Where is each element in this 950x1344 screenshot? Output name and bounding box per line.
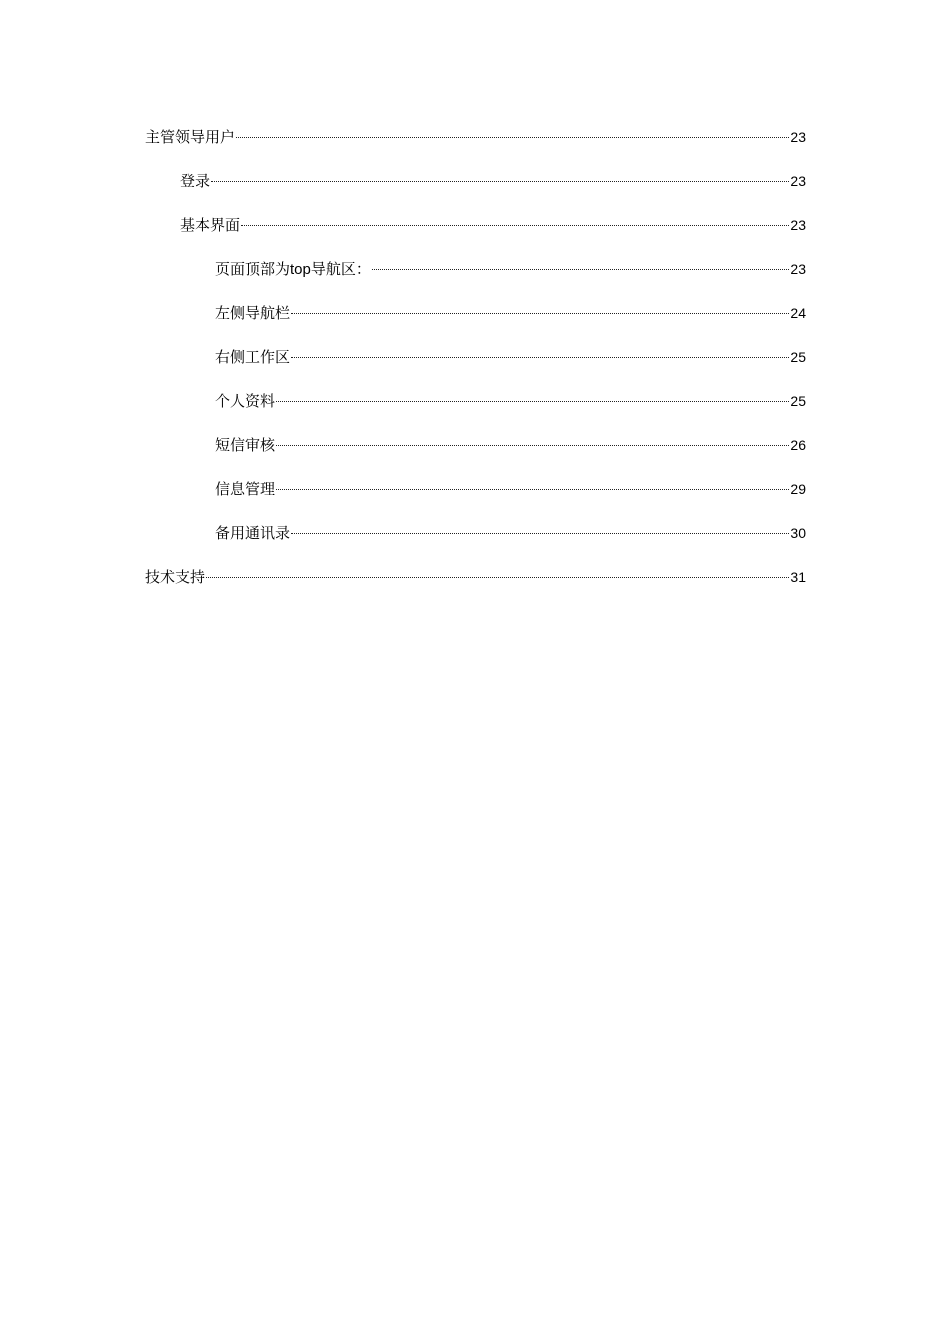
toc-entry-title: 页面顶部为top导航区： bbox=[215, 261, 371, 278]
toc-entry-title: 基本界面 bbox=[180, 217, 241, 234]
toc-dot-leader bbox=[372, 269, 790, 270]
toc-entry-title: 登录 bbox=[180, 173, 211, 190]
toc-entry-page-number: 23 bbox=[790, 261, 806, 277]
toc-entry-top-navigation[interactable] bbox=[145, 256, 806, 300]
toc-entry-left-navigation[interactable] bbox=[145, 300, 806, 344]
toc-entry-page-number: 25 bbox=[790, 393, 806, 409]
toc-entry-information-management[interactable] bbox=[145, 476, 806, 520]
toc-entry-title: 主管领导用户 bbox=[145, 129, 236, 146]
toc-entry-basic-interface[interactable] bbox=[145, 212, 806, 256]
toc-entry-page-number: 23 bbox=[790, 129, 806, 145]
toc-entry-supervisor-user[interactable] bbox=[145, 124, 806, 168]
toc-entry-title: 左侧导航栏 bbox=[215, 305, 291, 322]
toc-dot-leader bbox=[206, 577, 789, 578]
toc-entry-page-number: 29 bbox=[790, 481, 806, 497]
toc-entry-sms-review[interactable] bbox=[145, 432, 806, 476]
toc-entry-right-workspace[interactable] bbox=[145, 344, 806, 388]
toc-dot-leader bbox=[276, 401, 789, 402]
table-of-contents bbox=[145, 124, 806, 608]
toc-dot-leader bbox=[291, 357, 789, 358]
toc-entry-title: 短信审核 bbox=[215, 437, 276, 454]
toc-dot-leader bbox=[236, 137, 789, 138]
toc-entry-login[interactable] bbox=[145, 168, 806, 212]
toc-entry-page-number: 23 bbox=[790, 173, 806, 189]
toc-dot-leader bbox=[291, 533, 789, 534]
toc-entry-title: 信息管理 bbox=[215, 481, 276, 498]
toc-entry-title: 技术支持 bbox=[145, 569, 206, 586]
toc-dot-leader bbox=[276, 489, 789, 490]
toc-dot-leader bbox=[211, 181, 789, 182]
toc-entry-title: 个人资料 bbox=[215, 393, 276, 410]
toc-entry-page-number: 26 bbox=[790, 437, 806, 453]
toc-dot-leader bbox=[276, 445, 789, 446]
toc-entry-technical-support[interactable] bbox=[145, 564, 806, 608]
toc-entry-page-number: 25 bbox=[790, 349, 806, 365]
toc-entry-title: 右侧工作区 bbox=[215, 349, 291, 366]
toc-entry-page-number: 24 bbox=[790, 305, 806, 321]
toc-entry-backup-contacts[interactable] bbox=[145, 520, 806, 564]
toc-entry-personal-profile[interactable] bbox=[145, 388, 806, 432]
toc-entry-page-number: 31 bbox=[790, 569, 806, 585]
toc-dot-leader bbox=[241, 225, 789, 226]
toc-entry-title: 备用通讯录 bbox=[215, 525, 291, 542]
toc-dot-leader bbox=[291, 313, 789, 314]
toc-entry-page-number: 30 bbox=[790, 525, 806, 541]
toc-entry-page-number: 23 bbox=[790, 217, 806, 233]
